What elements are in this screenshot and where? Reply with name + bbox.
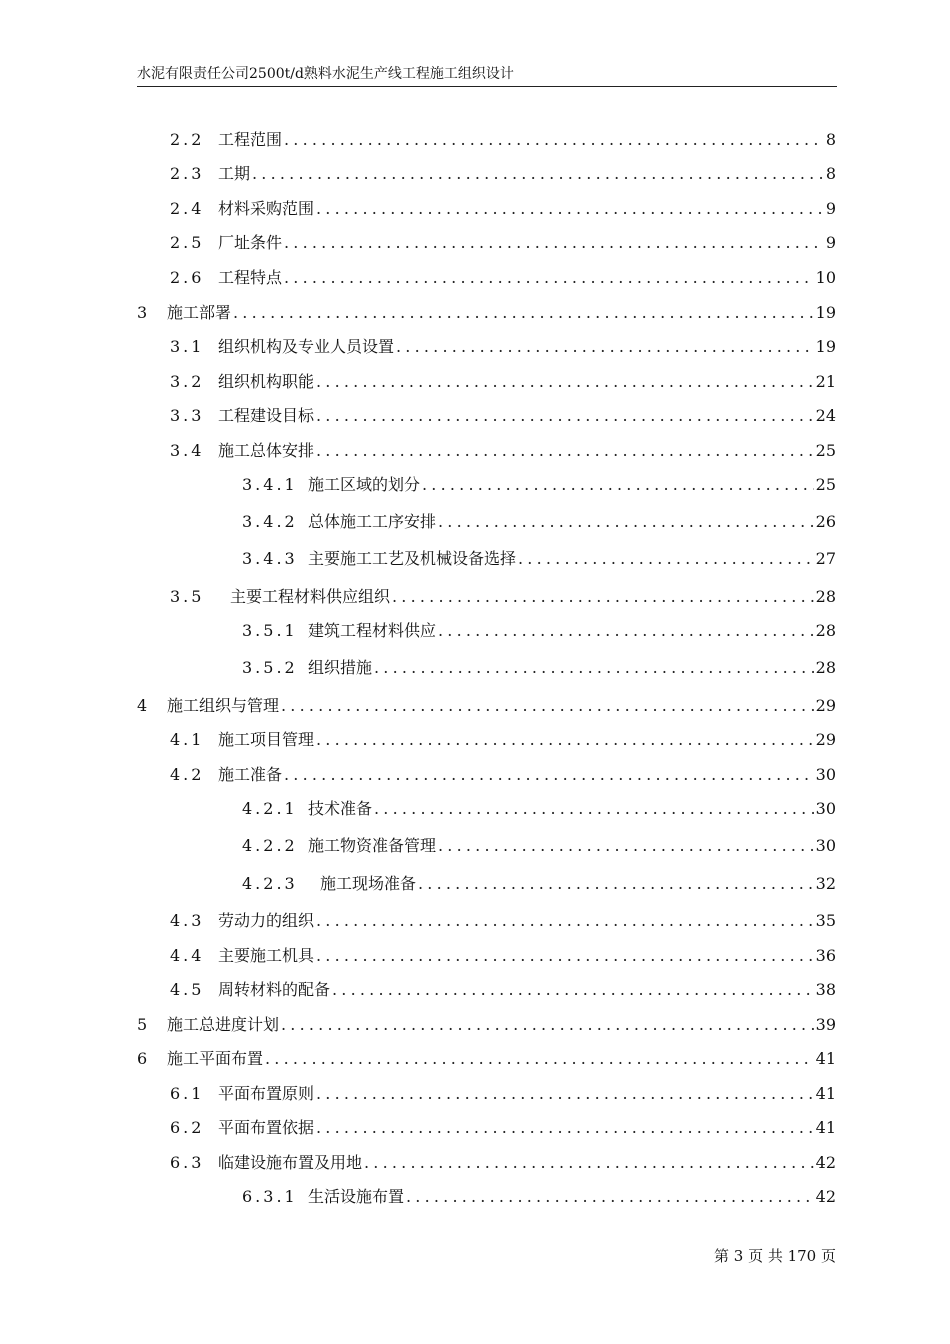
toc-entry[interactable]	[137, 301, 836, 325]
toc-entry[interactable]	[242, 872, 836, 896]
toc-leader-dots	[396, 335, 814, 359]
toc-entry-title: 施工现场准备	[320, 874, 417, 893]
toc-entry-number: 4.2.2	[242, 836, 298, 855]
toc-entry[interactable]	[170, 978, 836, 1002]
toc-entry[interactable]	[170, 1082, 836, 1106]
toc-entry-page: 41	[815, 1049, 836, 1068]
toc-entry-title: 工程范围	[218, 130, 283, 149]
toc-entry-number: 3.5	[170, 587, 205, 606]
toc-entry-number: 2.5	[170, 233, 205, 252]
toc-leader-dots	[316, 439, 814, 463]
toc-entry[interactable]	[170, 128, 836, 152]
toc-entry-page: 24	[815, 406, 836, 425]
toc-entry[interactable]	[242, 1185, 836, 1209]
toc-entry[interactable]	[242, 656, 836, 680]
toc-entry-number: 4.5	[170, 980, 205, 999]
toc-entry-number: 4.3	[170, 911, 205, 930]
toc-entry[interactable]	[170, 1116, 836, 1140]
toc-entry-page: 8	[825, 130, 836, 149]
toc-entry[interactable]	[170, 370, 836, 394]
toc-leader-dots	[284, 128, 824, 152]
toc-entry-number: 6.2	[170, 1118, 205, 1137]
toc-entry-page: 30	[815, 765, 836, 784]
toc-entry[interactable]	[242, 473, 836, 497]
toc-entry-page: 32	[815, 874, 836, 893]
header-title: 水泥有限责任公司2500t/d熟料水泥生产线工程施工组织设计	[137, 66, 514, 82]
toc-leader-dots	[316, 404, 814, 428]
toc-entry-number: 6	[137, 1049, 151, 1068]
toc-entry-title: 组织措施	[308, 658, 373, 677]
toc-leader-dots	[316, 370, 814, 394]
toc-entry-number: 4.1	[170, 730, 205, 749]
toc-entry-page: 42	[815, 1187, 836, 1206]
toc-entry-title: 工期	[218, 164, 251, 183]
toc-entry-number: 3	[137, 303, 151, 322]
toc-entry-title: 平面布置原则	[218, 1084, 315, 1103]
page-footer	[714, 1245, 836, 1267]
toc-entry[interactable]	[242, 834, 836, 858]
toc-entry-title: 施工项目管理	[218, 730, 315, 749]
toc-leader-dots	[392, 585, 814, 609]
toc-leader-dots	[316, 728, 814, 752]
toc-leader-dots	[316, 1082, 814, 1106]
toc-leader-dots	[364, 1151, 814, 1175]
toc-leader-dots	[438, 834, 814, 858]
toc-entry-title: 周转材料的配备	[218, 980, 331, 999]
toc-entry-title: 主要施工工艺及机械设备选择	[308, 549, 517, 568]
toc-entry[interactable]	[170, 763, 836, 787]
toc-entry[interactable]	[170, 162, 836, 186]
toc-entry-page: 19	[815, 303, 836, 322]
toc-entry-number: 3.4.2	[242, 512, 298, 531]
toc-entry-number: 4.2.3	[242, 874, 298, 893]
toc-entry-page: 27	[815, 549, 836, 568]
toc-entry-page: 10	[815, 268, 836, 287]
toc-entry-number: 2.6	[170, 268, 205, 287]
toc-entry-title: 劳动力的组织	[218, 911, 315, 930]
toc-entry-page: 41	[815, 1118, 836, 1137]
toc-entry-title: 材料采购范围	[218, 199, 315, 218]
toc-entry-page: 38	[815, 980, 836, 999]
toc-leader-dots	[284, 231, 824, 255]
toc-entry-page: 9	[825, 199, 836, 218]
toc-entry-title: 施工准备	[218, 765, 283, 784]
toc-entry-number: 4.2.1	[242, 799, 298, 818]
toc-leader-dots	[316, 909, 814, 933]
toc-leader-dots	[332, 978, 814, 1002]
toc-entry[interactable]	[137, 1013, 836, 1037]
toc-entry-page: 21	[815, 372, 836, 391]
toc-entry-title: 施工物资准备管理	[308, 836, 437, 855]
toc-entry-page: 35	[815, 911, 836, 930]
toc-entry-page: 28	[815, 621, 836, 640]
toc-entry-title: 主要工程材料供应组织	[230, 587, 391, 606]
toc-entry-title: 建筑工程材料供应	[308, 621, 437, 640]
toc-entry-number: 2.2	[170, 130, 205, 149]
toc-entry-title: 组织机构及专业人员设置	[218, 337, 395, 356]
toc-entry-title: 施工区域的划分	[308, 475, 421, 494]
toc-entry[interactable]	[137, 1047, 836, 1071]
toc-leader-dots	[418, 872, 814, 896]
toc-entry-number: 3.5.1	[242, 621, 298, 640]
toc-entry-page: 29	[815, 696, 836, 715]
toc-entry-page: 25	[815, 475, 836, 494]
toc-entry-page: 30	[815, 799, 836, 818]
toc-entry-page: 8	[825, 164, 836, 183]
toc-leader-dots	[316, 1116, 814, 1140]
toc-entry-number: 3.1	[170, 337, 205, 356]
page-number: 第 3 页 共 170 页	[713, 1247, 836, 1265]
toc-entry-title: 平面布置依据	[218, 1118, 315, 1137]
toc-entry-title: 工程建设目标	[218, 406, 315, 425]
toc-entry-page: 28	[815, 658, 836, 677]
toc-leader-dots	[316, 197, 824, 221]
toc-entry[interactable]	[170, 439, 836, 463]
toc-entry[interactable]	[170, 335, 836, 359]
toc-entry-title: 施工平面布置	[167, 1049, 264, 1068]
toc-entry-number: 5	[137, 1015, 151, 1034]
toc-leader-dots	[265, 1047, 814, 1071]
toc-entry[interactable]	[170, 266, 836, 290]
toc-entry-title: 临建设施布置及用地	[218, 1153, 363, 1172]
toc-leader-dots	[252, 162, 824, 186]
toc-entry-title: 施工总进度计划	[167, 1015, 280, 1034]
toc-leader-dots	[438, 510, 814, 534]
toc-entry-number: 4.2	[170, 765, 205, 784]
toc-entry[interactable]	[170, 585, 836, 609]
toc-entry[interactable]	[170, 728, 836, 752]
toc-entry[interactable]	[170, 197, 836, 221]
toc-entry[interactable]	[242, 619, 836, 643]
toc-entry-page: 26	[815, 512, 836, 531]
toc-entry-title: 技术准备	[308, 799, 373, 818]
toc-entry[interactable]	[170, 231, 836, 255]
toc-leader-dots	[233, 301, 814, 325]
toc-entry[interactable]	[170, 944, 836, 968]
toc-entry-number: 2.4	[170, 199, 205, 218]
toc-entry-number: 3.4.1	[242, 475, 298, 494]
toc-entry-title: 生活设施布置	[308, 1187, 405, 1206]
toc-leader-dots	[281, 1013, 814, 1037]
toc-entry-number: 3.5.2	[242, 658, 298, 677]
toc-entry-number: 3.4.3	[242, 549, 298, 568]
toc-entry-page: 42	[815, 1153, 836, 1172]
toc-entry-title: 组织机构职能	[218, 372, 315, 391]
toc-entry-page: 28	[815, 587, 836, 606]
toc-entry-page: 25	[815, 441, 836, 460]
toc-leader-dots	[422, 473, 814, 497]
toc-leader-dots	[374, 656, 814, 680]
toc-entry-page: 41	[815, 1084, 836, 1103]
toc-entry-number: 2.3	[170, 164, 205, 183]
toc-entry[interactable]	[170, 1151, 836, 1175]
toc-entry-title: 主要施工机具	[218, 946, 315, 965]
toc-entry-page: 19	[815, 337, 836, 356]
toc-entry[interactable]	[170, 909, 836, 933]
toc-entry-page: 30	[815, 836, 836, 855]
toc-entry-title: 厂址条件	[218, 233, 283, 252]
toc-entry-title: 施工总体安排	[218, 441, 315, 460]
toc-leader-dots	[316, 944, 814, 968]
toc-leader-dots	[406, 1185, 814, 1209]
toc-entry-number: 3.2	[170, 372, 205, 391]
toc-entry-number: 6.3	[170, 1153, 205, 1172]
toc-leader-dots	[284, 266, 814, 290]
toc-entry-page: 9	[825, 233, 836, 252]
toc-entry-page: 29	[815, 730, 836, 749]
toc-entry-number: 4.4	[170, 946, 205, 965]
toc-leader-dots	[438, 619, 814, 643]
toc-entry-number: 6.3.1	[242, 1187, 298, 1206]
toc-entry-title: 施工组织与管理	[167, 696, 280, 715]
toc-leader-dots	[374, 797, 814, 821]
toc-entry-page: 36	[815, 946, 836, 965]
toc-entry-number: 3.3	[170, 406, 205, 425]
toc-entry[interactable]	[242, 797, 836, 821]
toc-leader-dots	[284, 763, 814, 787]
toc-leader-dots	[518, 547, 814, 571]
toc-entry-page: 39	[815, 1015, 836, 1034]
toc-entry[interactable]	[242, 547, 836, 571]
toc-entry-title: 总体施工工序安排	[308, 512, 437, 531]
toc-entry-title: 工程特点	[218, 268, 283, 287]
toc-entry[interactable]	[137, 694, 836, 718]
toc-entry-title: 施工部署	[167, 303, 232, 322]
toc-leader-dots	[281, 694, 814, 718]
toc-entry-number: 6.1	[170, 1084, 205, 1103]
toc-entry[interactable]	[170, 404, 836, 428]
toc-entry[interactable]	[242, 510, 836, 534]
toc-entry-number: 3.4	[170, 441, 205, 460]
toc-entry-number: 4	[137, 696, 151, 715]
